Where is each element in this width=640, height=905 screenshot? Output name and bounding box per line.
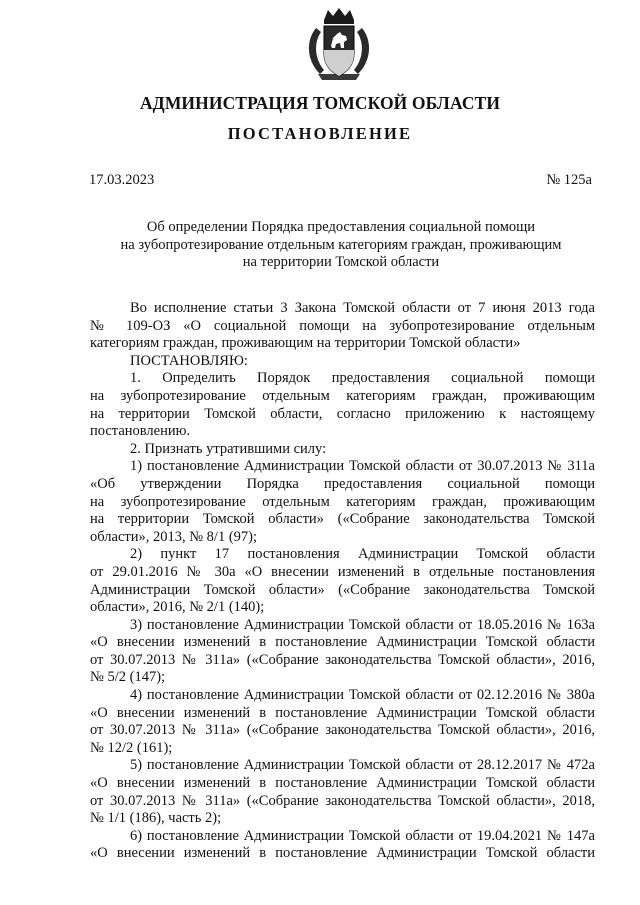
body-line: 4) постановление Администрации Томской области от 02.12.2016 № 380а bbox=[130, 687, 595, 704]
body-line: № 109-ОЗ «О социальной помощи на зубопротезирование отдельным bbox=[90, 317, 595, 334]
body-line: постановлению. bbox=[90, 423, 191, 440]
body-line: 2) пункт 17 постановления Администрации Томской области bbox=[130, 546, 595, 563]
body-line: от 30.07.2013 № 311а» («Собрание законодательства Томской области», 2016, bbox=[90, 651, 595, 668]
organization-title: АДМИНИСТРАЦИЯ ТОМСКОЙ ОБЛАСТИ bbox=[139, 93, 501, 113]
body-line: 6) постановление Администрации Томской области от 19.04.2021 № 147а bbox=[130, 827, 595, 844]
decree-word: ПОСТАНОВЛЯЮ: bbox=[130, 352, 248, 369]
body-line: «О внесении изменений в постановление Администрации Томской области bbox=[90, 775, 595, 792]
body-line: от 30.07.2013 № 311а» («Собрание законодательства Томской области», 2016, bbox=[90, 722, 595, 739]
body-line: № 1/1 (186), часть 2); bbox=[90, 810, 222, 827]
body-line: на зубопротезирование отдельным категориям граждан, проживающим bbox=[90, 387, 595, 404]
title-line: на территории Томской области bbox=[242, 254, 440, 271]
body-line: на территории Томской области» («Собрание законодательства Томской bbox=[90, 511, 595, 528]
body-line: «О внесении изменений в постановление Администрации Томской области bbox=[90, 704, 595, 721]
body-line: «О внесении изменений в постановление Администрации Томской области bbox=[90, 845, 595, 862]
body-line: Во исполнение статьи 3 Закона Томской области от 7 июня 2013 года bbox=[130, 300, 595, 316]
body-line: на зубопротезирование отдельным категориям граждан, проживающим bbox=[90, 493, 595, 510]
body-line: области», 2016, № 2/1 (140); bbox=[90, 599, 265, 616]
tomsk-coat-of-arms-icon bbox=[302, 6, 376, 82]
body-line: на территории Томской области, согласно приложению к настоящему bbox=[90, 405, 595, 422]
body-line: 1) постановление Администрации Томской области от 30.07.2013 № 311а bbox=[130, 458, 595, 475]
title-line: Об определении Порядка предоставления социальной помощи bbox=[146, 219, 536, 235]
body-line: 5) постановление Администрации Томской области от 28.12.2017 № 472а bbox=[130, 757, 595, 774]
title-line: на зубопротезирование отдельным категориям граждан, проживающим bbox=[120, 236, 562, 253]
body-line: от 29.01.2016 № 30а «О внесении изменений в отдельные постановления bbox=[90, 563, 595, 580]
body-line: № 12/2 (161); bbox=[90, 739, 173, 756]
document-type: ПОСТАНОВЛЕНИЕ bbox=[227, 124, 413, 143]
body-line: № 5/2 (147); bbox=[90, 669, 166, 686]
body-line: 2. Признать утратившими силу: bbox=[130, 440, 327, 457]
document-number: № 125а bbox=[546, 172, 592, 188]
body-line: области», 2013, № 8/1 (97); bbox=[90, 528, 258, 545]
document-title bbox=[90, 219, 592, 272]
body-line: категориям граждан, проживающим на территории Томской области» bbox=[90, 335, 521, 352]
body-line: 1. Определить Порядок предоставления социальной помощи bbox=[130, 370, 595, 387]
body-line: 3) постановление Администрации Томской области от 18.05.2016 № 163а bbox=[130, 616, 595, 633]
document-body bbox=[90, 300, 595, 863]
document-date: 17.03.2023 bbox=[89, 172, 155, 188]
body-line: от 30.07.2013 № 311а» («Собрание законодательства Томской области», 2018, bbox=[90, 792, 595, 809]
body-line: Администрации Томской области» («Собрание законодательства Томской bbox=[90, 581, 595, 598]
body-line: «Об утверждении Порядка предоставления социальной помощи bbox=[90, 475, 595, 492]
body-line: «О внесении изменений в постановление Администрации Томской области bbox=[90, 634, 595, 651]
